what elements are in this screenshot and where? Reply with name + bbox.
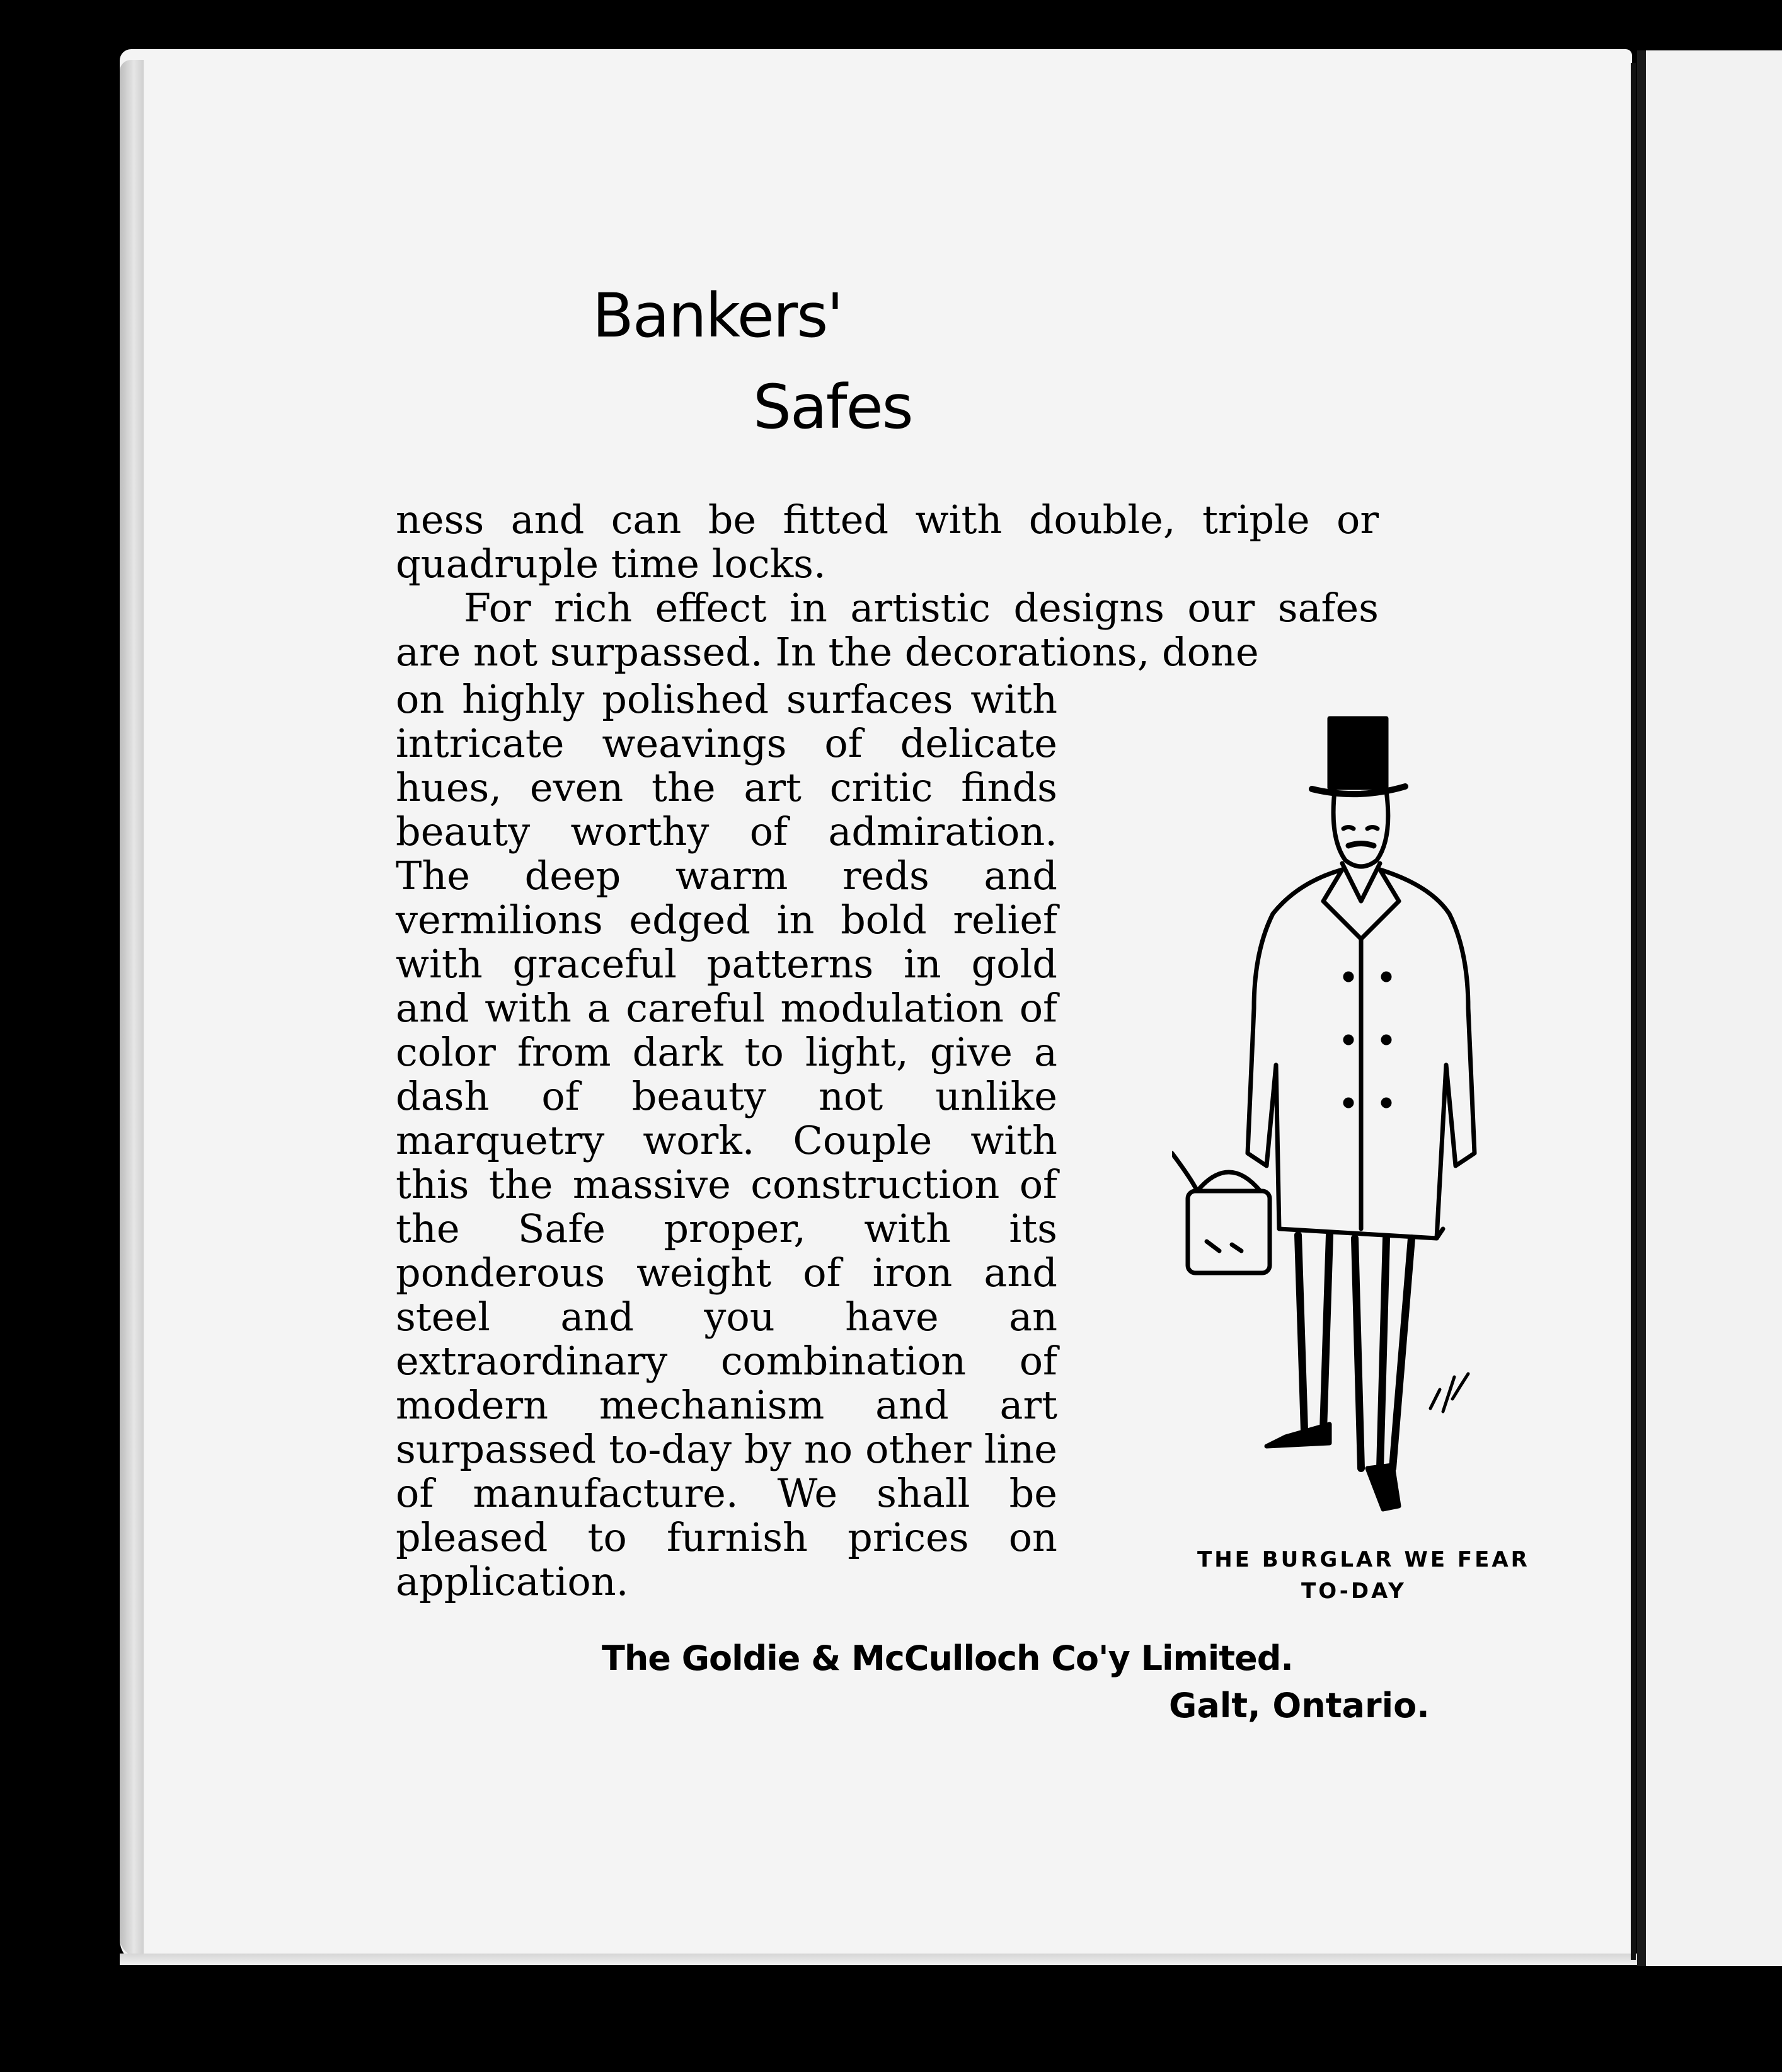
burglar-illustration (1172, 712, 1525, 1531)
heading-line-1: Bankers' (592, 280, 842, 351)
facing-page-edge (1637, 50, 1646, 1966)
illustration-caption-line-1: THE BURGLAR WE FEAR (1197, 1547, 1530, 1572)
page-bottom-edge (120, 1954, 1645, 1965)
artist-signature-icon (1430, 1374, 1468, 1412)
heading-line-2: Safes (753, 372, 912, 442)
company-name: The Goldie & McCulloch Co'y Limited. (602, 1638, 1293, 1678)
gutter-rule (1631, 63, 1636, 1960)
top-hat-icon (1330, 718, 1386, 788)
body-text-top (396, 498, 1379, 674)
page-spine (120, 60, 144, 1957)
illustration-caption-line-2: TO-DAY (1301, 1579, 1406, 1604)
paragraph-continued: ness and can be fitted with double, triple or quadruple time locks. (396, 497, 1379, 587)
company-location: Galt, Ontario. (1169, 1686, 1430, 1725)
facing-page (1637, 50, 1782, 1966)
paragraph-main-intro: For rich effect in artistic designs our safes are not surpassed. In the decorations, done (396, 585, 1379, 675)
body-text-column: on highly polished surfaces with intricate weavings of delicate hues, even the art critic finds beauty worthy of admiration. The deep warm reds and vermilions edged in bold relief with graceful patterns in gold and with a careful modulation of color from dark to light, give a dash of beauty not unlike marquetry work. Couple with this the massive construction of the Safe proper, with its ponderous weight of iron and steel and you have an extraordinary combination of modern mechanism and art surpassed to-day by no other line of manufacture. We shall be pleased to furnish prices on application. (396, 676, 1057, 1604)
